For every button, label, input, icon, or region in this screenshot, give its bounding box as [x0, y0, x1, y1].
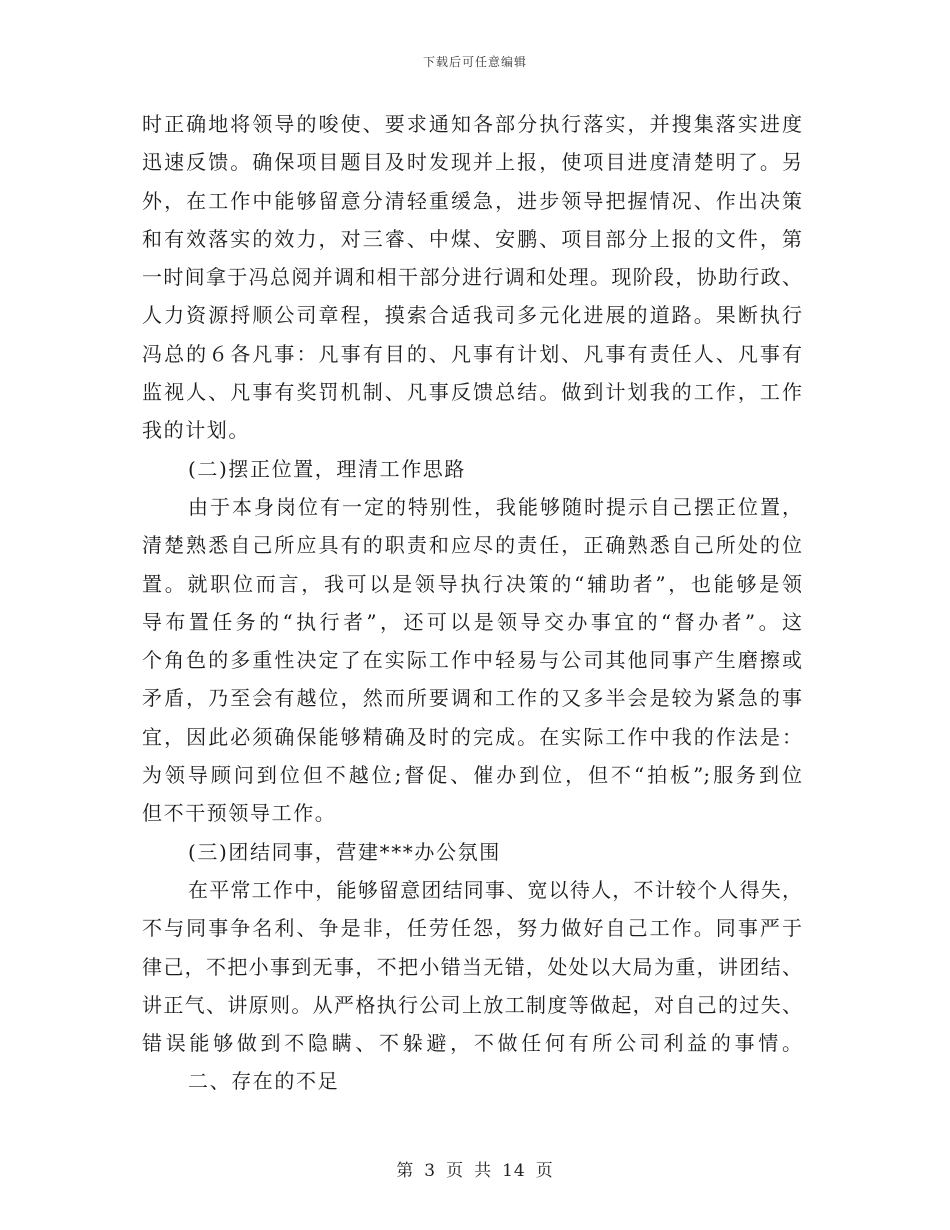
footer-ye: 页 [535, 1161, 554, 1181]
body-line: 导布置任务的“执行者”，还可以是领导交办事宜的“督办者”。这 [142, 609, 802, 634]
body-line: 监视人、凡事有奖罚机制、凡事反馈总结。做到计划我的工作，工作 [142, 380, 802, 405]
paragraph-first-line: 由于本身岗位有一定的特别性，我能够随时提示自己摆正位置， [188, 494, 802, 519]
body-line: 迅速反馈。确保项目题目及时发现并上报，使项目进度清楚明了。另 [142, 150, 802, 175]
section-heading: (三)团结同事，营建***办公氛围 [188, 839, 501, 864]
body-line: 但不干预领导工作。 [142, 801, 337, 826]
page-number: 3 [424, 1161, 437, 1181]
body-line: 矛盾，乃至会有越位，然而所要调和工作的又多半会是较为紧急的事 [142, 686, 802, 711]
footer-di: 第 [396, 1161, 415, 1181]
document-body [142, 105, 802, 1101]
body-line: 置。就职位而言，我可以是领导执行决策的“辅助者”，也能够是领 [142, 571, 802, 596]
body-line: 我的计划。 [142, 418, 250, 443]
body-line: 人力资源捋顺公司章程，摸索合适我司多元化进展的道路。果断执行 [142, 303, 802, 328]
body-line: 错误能够做到不隐瞒、不躲避，不做任何有所公司利益的事情。 [142, 1031, 802, 1056]
body-line: 冯总的６各凡事：凡事有目的、凡事有计划、凡事有责任人、凡事有 [142, 341, 802, 366]
body-line: 一时间拿于冯总阅并调和相干部分进行调和处理。现阶段，协助行政、 [142, 265, 802, 290]
footer-ye: 页 [446, 1161, 465, 1181]
page-footer [0, 1156, 950, 1181]
body-line: 为领导顾问到位但不越位;督促、催办到位，但不“拍板”;服务到位 [142, 763, 802, 788]
body-line: 外，在工作中能够留意分清轻重缓急，进步领导把握情况、作出决策 [142, 188, 802, 213]
body-line: 律己，不把小事到无事，不把小错当无错，处处以大局为重，讲团结、 [142, 954, 802, 979]
page-header: 下载后可任意编辑 [422, 55, 527, 69]
paragraph-first-line: 在平常工作中，能够留意团结同事、宽以待人，不计较个人得失， [188, 877, 802, 902]
section-heading: 二、存在的不足 [188, 1069, 340, 1094]
body-line: 个角色的多重性决定了在实际工作中轻易与公司其他同事产生磨擦或 [142, 648, 802, 673]
total-pages: 14 [502, 1161, 526, 1181]
body-line: 讲正气、讲原则。从严格执行公司上放工制度等做起，对自己的过失、 [142, 992, 802, 1017]
body-line: 清楚熟悉自己所应具有的职责和应尽的责任，正确熟悉自己所处的位 [142, 533, 802, 558]
body-line: 不与同事争名利、争是非，任劳任怨，努力做好自己工作。同事严于 [142, 916, 802, 941]
section-heading: (二)摆正位置，理清工作思路 [188, 456, 467, 481]
footer-gong: 共 [474, 1161, 493, 1181]
body-line: 宜，因此必须确保能够精确及时的完成。在实际工作中我的作法是： [142, 724, 802, 749]
body-line: 和有效落实的效力，对三睿、中煤、安鹏、项目部分上报的文件，第 [142, 226, 802, 251]
body-line: 时正确地将领导的唆使、要求通知各部分执行落实，并搜集落实进度 [142, 112, 802, 136]
